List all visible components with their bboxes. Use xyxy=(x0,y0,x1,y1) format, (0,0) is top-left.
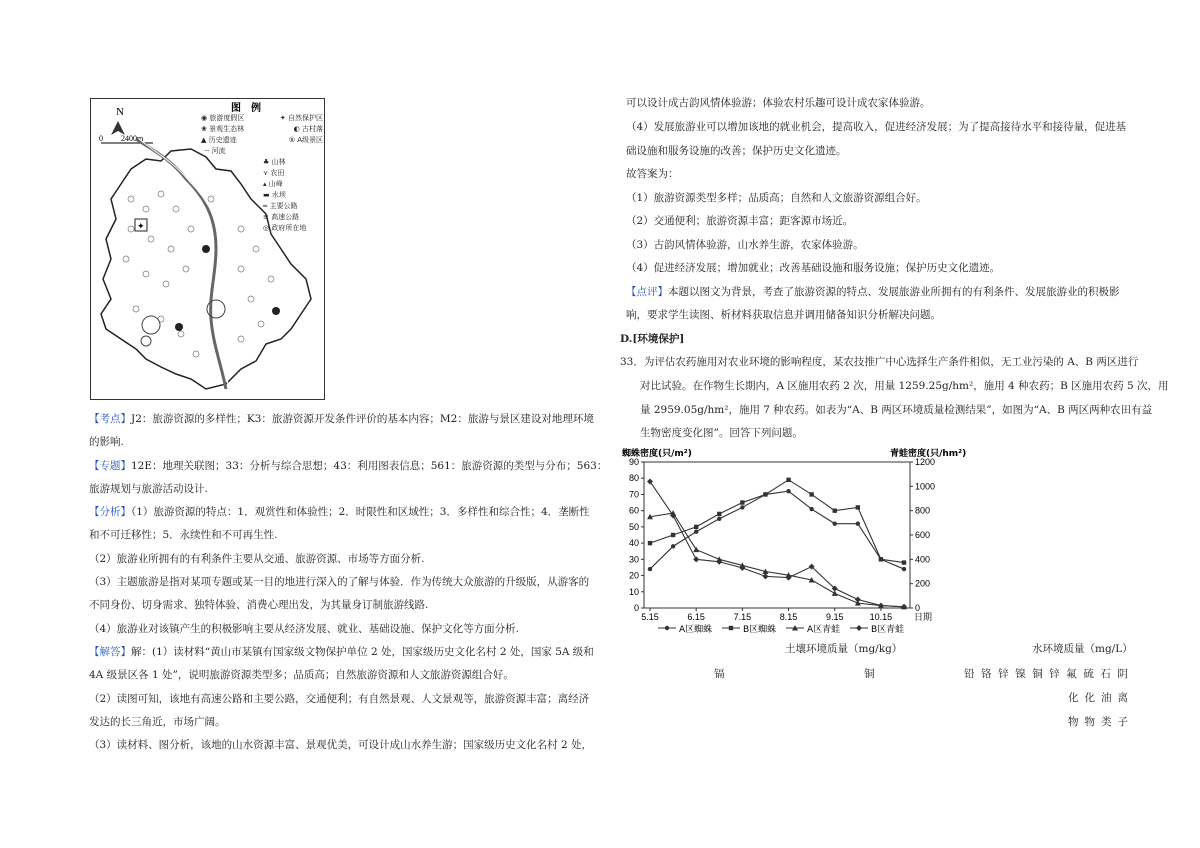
y-right-tick-label: 400 xyxy=(915,554,931,565)
data-point xyxy=(717,517,721,521)
data-point xyxy=(671,533,675,537)
x-tick-label: 10.15 xyxy=(869,612,893,622)
legend-item: ═ 主要公路 xyxy=(263,202,298,210)
data-point xyxy=(786,489,790,493)
kaodian-tag: 【考点】 xyxy=(89,413,131,425)
answer-line: （1）旅游资源类型多样；品质高；自然和人文旅游资源组合好。 xyxy=(626,192,927,204)
series-line xyxy=(650,513,904,607)
data-point xyxy=(648,541,652,545)
data-point xyxy=(809,492,813,496)
kaodian-line: 的影响. xyxy=(89,436,124,448)
y-left-tick-label: 30 xyxy=(628,554,639,565)
y-left-tick-label: 50 xyxy=(628,521,639,532)
data-point xyxy=(809,507,813,511)
data-point xyxy=(694,525,698,529)
legend-item: ◎ 政府所在地 xyxy=(263,224,307,232)
data-point xyxy=(833,508,837,512)
scenic-area-icon xyxy=(142,316,160,334)
legend-label: A区青蛙 xyxy=(807,625,841,635)
question-number: 33． xyxy=(620,356,644,368)
x-tick-label: 9.15 xyxy=(825,612,844,622)
jieda-line: （3）读材料、图分析，该地的山水资源丰富、景观优美，可设计成山水养生游；国家级历史文化名村 2 处， xyxy=(89,739,593,751)
dianping-line: 【点评】本题以图文为背景，考查了旅游资源的特点、发展旅游业所拥有的有利条件、发展旅游业的积极影 xyxy=(626,286,1120,298)
data-point xyxy=(902,567,906,571)
question-line: 生物密度变化图”。回答下列问题。 xyxy=(640,427,803,439)
north-label: N xyxy=(116,106,124,118)
water-cols-row2 xyxy=(1068,691,1128,705)
village-icon xyxy=(175,323,183,331)
x-tick-label: 8.15 xyxy=(779,612,798,622)
answer-line: （2）交通便利；旅游资源丰富；距客源市场近。 xyxy=(626,215,854,227)
water-col-char: 铜 xyxy=(1032,668,1043,680)
water-col-char: 物 xyxy=(1084,716,1095,728)
y-left-tick-label: 80 xyxy=(628,473,639,484)
data-point xyxy=(763,492,767,496)
y-left-tick-label: 40 xyxy=(628,538,639,549)
water-col-char: 阴 xyxy=(1117,668,1128,680)
fenxi-line: 不同身份、切身需求、独特体验、消费心理出发，为其量身订制旅游线路. xyxy=(89,599,429,611)
data-point xyxy=(694,530,698,534)
water-col-char: 石 xyxy=(1100,668,1111,680)
fenxi-line: （3）主题旅游是指对某项专题或某一目的地进行深入的了解与体验．作为传统大众旅游的升级版，从游客的 xyxy=(89,576,590,588)
density-chart xyxy=(618,446,968,642)
resort-icon xyxy=(141,336,151,346)
data-point xyxy=(856,521,860,525)
y-right-tick-label: 0 xyxy=(915,603,921,613)
data-point xyxy=(648,567,652,571)
water-col-char: 锌 xyxy=(998,668,1009,680)
fenxi-line: （2）旅游业所拥有的有利条件主要从交通、旅游资源、市场等方面分析. xyxy=(89,553,425,565)
answer-line: （4）发展旅游业可以增加该地的就业机会，提高收入，促进经济发展；为了提高接待水平和接待量，促进基 xyxy=(626,121,1127,133)
jieda-line: 4A 级景区各 1 处”，说明旅游资源类型多；品质高；自然旅游资源和人文旅游资源组合好。 xyxy=(89,669,514,681)
data-point xyxy=(740,505,744,509)
legend-item: ◉ 旅游度假区 xyxy=(201,114,245,122)
y-right-axis-label: 青蛙密度(只/hm²) xyxy=(890,449,967,459)
data-point xyxy=(665,626,669,630)
x-axis-label: 日期 xyxy=(914,612,933,622)
y-left-tick-label: 60 xyxy=(628,505,639,516)
legend-label: A区蜘蛛 xyxy=(679,625,713,635)
north-arrow-icon xyxy=(111,121,125,135)
data-point xyxy=(856,505,860,509)
legend-item: ◐ 古村落 xyxy=(293,125,323,133)
y-right-tick-label: 1000 xyxy=(915,481,936,492)
table-col-cadmium: 镉 xyxy=(714,668,725,680)
tourism-map xyxy=(90,98,325,400)
fenxi-line: 和不可迁移性；5．永续性和不可再生性. xyxy=(89,529,278,541)
legend-item: ▬ 水坝 xyxy=(263,191,286,199)
jieda-line: 【解答】解：(1）读材料“黄山市某镇有国家级文物保护单位 2 处，国家级历史文化名村 2 处，国家 5A 级和 xyxy=(89,646,594,658)
village-icon xyxy=(202,245,210,253)
y-left-axis-label: 蜘蛛密度(只/m²) xyxy=(622,449,692,459)
jieda-line: 发达的长三角近，市场广阔。 xyxy=(89,716,226,728)
answer-line: （3）古韵风情体验游，山水养生游，农家体验游。 xyxy=(626,239,864,251)
fenxi-tag: 【分析】 xyxy=(89,506,131,518)
table-col-copper: 铜 xyxy=(864,668,875,680)
water-col-char: 子 xyxy=(1117,716,1128,728)
y-left-tick-label: 10 xyxy=(628,586,639,597)
legend-item: ♣ 山林 xyxy=(263,158,286,166)
water-col-char: 类 xyxy=(1101,716,1112,728)
answer-line: 础设施和服务设施的改善；保护历史文化遗迹。 xyxy=(626,145,847,157)
question-line: 33．为评估农药施用对农业环境的影响程度，某农技推广中心选择生产条件相似，无工业污染的 A、B 两区进行 xyxy=(620,356,1139,368)
x-tick-label: 6.15 xyxy=(687,612,705,622)
scale-end: 2400m xyxy=(121,134,144,143)
water-col-char: 铅 xyxy=(964,668,975,680)
data-point xyxy=(786,478,790,482)
soil-quality-header: 土壤环境质量（mg/kg） xyxy=(785,643,903,655)
data-point xyxy=(855,596,861,602)
water-col-char: 铬 xyxy=(981,668,992,680)
legend-item: ≡ 高速公路 xyxy=(263,213,300,221)
x-tick-label: 7.15 xyxy=(733,612,752,622)
y-right-tick-label: 1200 xyxy=(915,457,936,467)
legend-item: ▴ 山峰 xyxy=(263,180,283,188)
data-point xyxy=(671,544,675,548)
dianping-line: 响，要求学生读图、析材料获取信息并调用储备知识分析解决问题。 xyxy=(626,309,941,321)
legend-label: B区蜘蛛 xyxy=(743,625,777,635)
fenxi-line: （4）旅游业对该镇产生的积极影响主要从经济发展、就业、基础设施、保护文化等方面分析. xyxy=(89,623,520,635)
data-point xyxy=(740,500,744,504)
data-point xyxy=(693,547,699,553)
water-col-char: 油 xyxy=(1101,692,1112,704)
data-point xyxy=(856,625,862,631)
answer-line: （4）促进经济发展；增加就业；改善基础设施和服务设施；保护历史文化遗迹。 xyxy=(626,262,1001,274)
water-cols-row1 xyxy=(964,667,1128,681)
x-tick-label: 5.15 xyxy=(641,612,659,622)
legend-item: ⋎ 农田 xyxy=(263,169,285,177)
data-point xyxy=(879,557,883,561)
nature-reserve-star: ✦ xyxy=(137,222,145,232)
water-cols-row3 xyxy=(1068,715,1128,729)
data-point xyxy=(647,478,653,484)
village-icon xyxy=(272,307,280,315)
y-right-tick-label: 600 xyxy=(915,530,931,540)
water-col-char: 镍 xyxy=(1015,668,1026,680)
data-point xyxy=(729,626,733,630)
fenxi-line: 【分析】（1）旅游资源的特点：1．观赏性和体验性；2．时限性和区域性；3．多样性和综合性；4．垄断性 xyxy=(89,506,590,518)
legend-item: ┄ 河流 xyxy=(205,147,226,155)
data-point xyxy=(902,560,906,564)
jieda-line: （2）读图可知，该地有高速公路和主要公路，交通便利；有自然景观、人文景观等，旅游资源丰富；离经济 xyxy=(89,693,590,705)
data-point xyxy=(693,556,699,562)
data-point xyxy=(717,512,721,516)
water-col-char: 硫 xyxy=(1083,668,1094,680)
y-left-tick-label: 20 xyxy=(628,570,639,581)
data-point xyxy=(833,521,837,525)
water-col-char: 化 xyxy=(1084,692,1095,704)
y-left-tick-label: 0 xyxy=(633,603,639,613)
water-col-char: 氟 xyxy=(1066,668,1077,680)
y-right-tick-label: 200 xyxy=(915,578,931,589)
water-col-char: 物 xyxy=(1068,716,1079,728)
series-line xyxy=(650,480,904,563)
density-chart-svg xyxy=(618,446,968,642)
answer-heading: 故答案为： xyxy=(626,168,679,180)
dianping-tag: 【点评】 xyxy=(626,286,668,298)
scale-start: 0 xyxy=(99,134,103,143)
data-point xyxy=(762,573,768,579)
y-left-tick-label: 90 xyxy=(628,457,639,467)
answer-line: 可以设计成古韵风情体验游；体验农村乐趣可设计成农家体验游。 xyxy=(626,97,931,109)
y-left-tick-label: 70 xyxy=(628,489,639,500)
kaodian-line: 【考点】J2：旅游资源的多样性；K3：旅游资源开发条件评价的基本内容；M2：旅游与景区建设对地理环境 xyxy=(89,413,594,425)
legend-item: ✦ 自然保护区 xyxy=(279,114,323,122)
water-col-char: 锌 xyxy=(1049,668,1060,680)
zhuanti-line: 旅游规划与旅游活动设计. xyxy=(89,483,208,495)
y-right-tick-label: 800 xyxy=(915,505,931,516)
map-legend xyxy=(201,113,323,234)
water-quality-header: 水环境质量（mg/L） xyxy=(1032,643,1133,655)
section-heading: D.[环境保护] xyxy=(620,333,685,345)
zhuanti-line: 【专题】12E：地理关联图；33：分析与综合思想；43：利用图表信息；561：旅游资源的类型与分布；563： xyxy=(89,460,608,472)
zhuanti-tag: 【专题】 xyxy=(89,460,131,472)
legend-title: 图 例 xyxy=(231,103,261,114)
jieda-tag: 【解答】 xyxy=(89,646,131,658)
water-col-char: 离 xyxy=(1117,692,1128,704)
question-line: 量 2959.05g/hm²，施用 7 种农药。如表为“A、B 两区环境质量检测结果”，如图为“A、B 两区两种农田有益 xyxy=(640,404,1153,416)
water-col-char: 化 xyxy=(1068,692,1079,704)
question-line: 对比试验。在作物生长期内，A 区施用农药 2 次，用量 1259.25g/hm²，施用 4 种农药；B 区施用农药 5 次，用 xyxy=(640,380,1169,392)
legend-label: B区青蛙 xyxy=(871,625,905,635)
series-line xyxy=(650,481,904,606)
legend-item: ⑤ A级景区 xyxy=(288,136,323,144)
legend-item: ❀ 景观生态林 xyxy=(201,125,245,133)
legend-item: ▲ 历史遗迹 xyxy=(201,136,237,144)
